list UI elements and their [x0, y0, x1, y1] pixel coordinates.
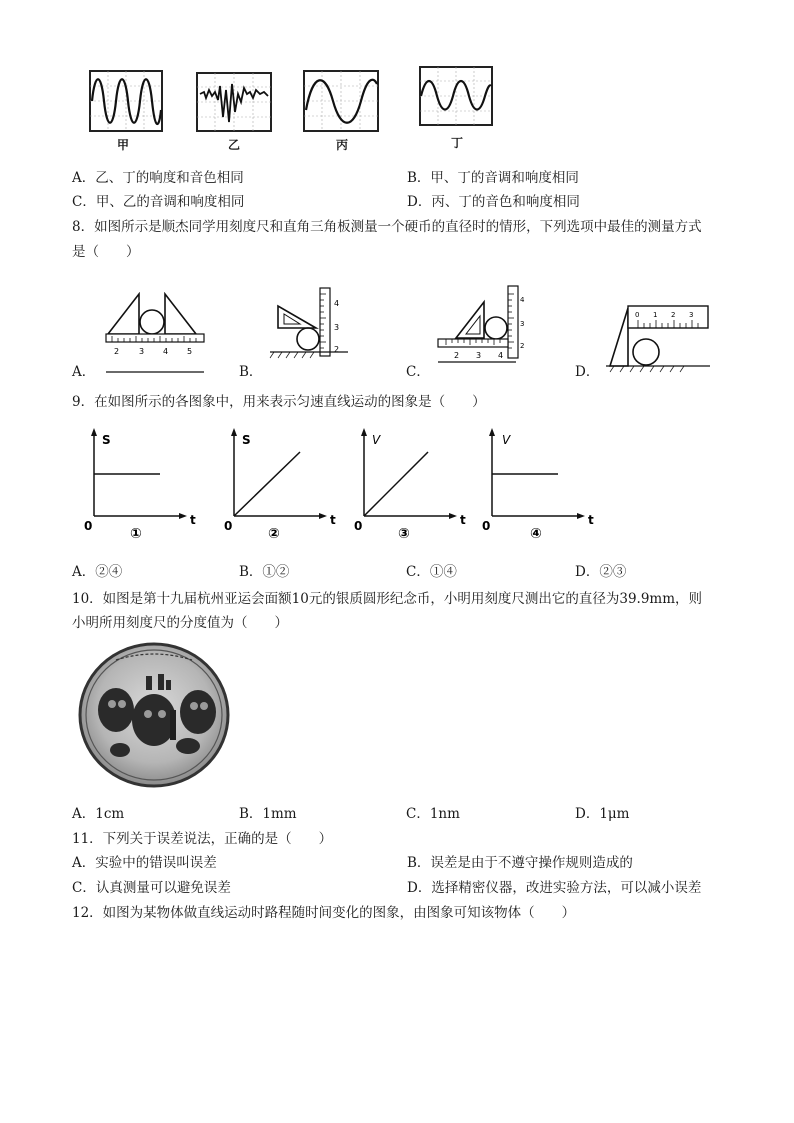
q9g4-origin: 0 — [482, 519, 491, 533]
q9g2-yaxis: S — [242, 433, 251, 447]
q9-option-b[interactable]: B．①② — [239, 564, 290, 580]
q8c-vtick-4: 4 — [520, 296, 525, 304]
q9-graph-3 — [352, 426, 474, 544]
q9g4-yaxis: V — [502, 433, 511, 447]
commemorative-coin-image — [76, 640, 232, 790]
q8d-tick-3: 3 — [689, 311, 694, 319]
q8d-tick-1: 1 — [653, 311, 658, 319]
q9g3-yaxis: V — [372, 433, 381, 447]
q8-figure-c — [436, 284, 528, 372]
q11-option-c[interactable]: C．认真测量可以避免误差 — [72, 880, 231, 896]
q9g1-xaxis: t — [190, 513, 196, 527]
q11-option-d[interactable]: D．选择精密仪器，改进实验方法，可以减小误差 — [407, 880, 702, 896]
q8-figure-b — [268, 286, 350, 362]
q9g1-origin: 0 — [84, 519, 93, 533]
q10-option-a[interactable]: A．1cm — [72, 806, 125, 822]
q8-label-b[interactable]: B． — [239, 364, 263, 380]
q8c-htick-4: 4 — [498, 351, 504, 360]
q9-option-a[interactable]: A．②④ — [72, 564, 123, 580]
waveform-label-ding: 丁 — [451, 136, 464, 150]
q12-stem: 12．如图为某物体做直线运动时路程随时间变化的图象，由图象可知该物体（ ） — [72, 905, 576, 921]
q11-option-a[interactable]: A．实验中的错误叫误差 — [72, 855, 217, 871]
q9-option-c[interactable]: C．①④ — [406, 564, 457, 580]
q10-option-d[interactable]: D．1μm — [575, 806, 630, 822]
q9-graph-4 — [480, 426, 602, 544]
q8-label-a[interactable]: A． — [72, 364, 96, 380]
q11-option-b[interactable]: B．误差是由于不遵守操作规则造成的 — [407, 855, 633, 871]
q8-stem-line2: 是（ ） — [72, 244, 140, 260]
waveform-label-bing: 丙 — [336, 138, 349, 152]
q7-figures — [85, 66, 505, 156]
q10-stem-line1: 10．如图是第十九届杭州亚运会面额10元的银质圆形纪念币，小明用刻度尺测出它的直径为39.9mm，则 — [72, 591, 703, 607]
q9-stem: 9．在如图所示的各图象中，用来表示匀速直线运动的图象是（ ） — [72, 394, 486, 410]
q8c-htick-2: 2 — [454, 351, 460, 360]
q8d-tick-0: 0 — [635, 311, 640, 319]
q7-option-c[interactable]: C．甲、乙的音调和响度相同 — [72, 194, 245, 210]
q9g3-num: ③ — [398, 526, 410, 542]
q9-option-d[interactable]: D．②③ — [575, 564, 627, 580]
q11-stem: 11．下列关于误差说法，正确的是（ ） — [72, 831, 333, 847]
q8c-vtick-2: 2 — [520, 342, 525, 350]
q9g1-num: ① — [130, 526, 142, 542]
q8b-tick-2: 2 — [334, 345, 340, 354]
q8a-tick-2: 2 — [114, 347, 120, 356]
q8a-tick-3: 3 — [139, 347, 145, 356]
q8c-htick-3: 3 — [476, 351, 482, 360]
q8a-tick-5: 5 — [187, 347, 193, 356]
q8c-vtick-3: 3 — [520, 320, 525, 328]
q9g4-xaxis: t — [588, 513, 594, 527]
q8-label-d[interactable]: D． — [575, 364, 600, 380]
q9-graph-2 — [222, 426, 344, 544]
waveform-jia — [89, 70, 163, 132]
q8-figure-d — [604, 300, 714, 374]
q9g2-num: ② — [268, 526, 280, 542]
q10-option-b[interactable]: B．1mm — [239, 806, 297, 822]
q8-figure-a — [104, 292, 208, 376]
q9g4-num: ④ — [530, 526, 542, 542]
q9-graph-1 — [82, 426, 204, 544]
q9g3-origin: 0 — [354, 519, 363, 533]
waveform-bing — [303, 70, 379, 132]
q9g1-yaxis: S — [102, 433, 111, 447]
q8d-tick-2: 2 — [671, 311, 676, 319]
q9g2-xaxis: t — [330, 513, 336, 527]
q9g2-origin: 0 — [224, 519, 233, 533]
q8b-tick-3: 3 — [334, 323, 340, 332]
q8a-tick-4: 4 — [163, 347, 169, 356]
waveform-ding — [419, 66, 493, 126]
waveform-label-jia: 甲 — [117, 138, 130, 152]
q7-option-d[interactable]: D．丙、丁的音色和响度相同 — [407, 194, 580, 210]
q8b-tick-4: 4 — [334, 299, 340, 308]
q7-option-a[interactable]: A．乙、丁的响度和音色相同 — [72, 170, 244, 186]
q8-stem-line1: 8．如图所示是顺杰同学用刻度尺和直角三角板测量一个硬币的直径时的情形，下列选项中最佳的测量方式 — [72, 219, 702, 235]
q9g3-xaxis: t — [460, 513, 466, 527]
q7-option-b[interactable]: B．甲、丁的音调和响度相同 — [407, 170, 579, 186]
waveform-label-yi: 乙 — [228, 138, 241, 152]
q10-option-c[interactable]: C．1nm — [406, 806, 460, 822]
waveform-yi — [196, 72, 272, 132]
q8-label-c[interactable]: C． — [406, 364, 430, 380]
q10-stem-line2: 小明所用刻度尺的分度值为（ ） — [72, 615, 288, 631]
